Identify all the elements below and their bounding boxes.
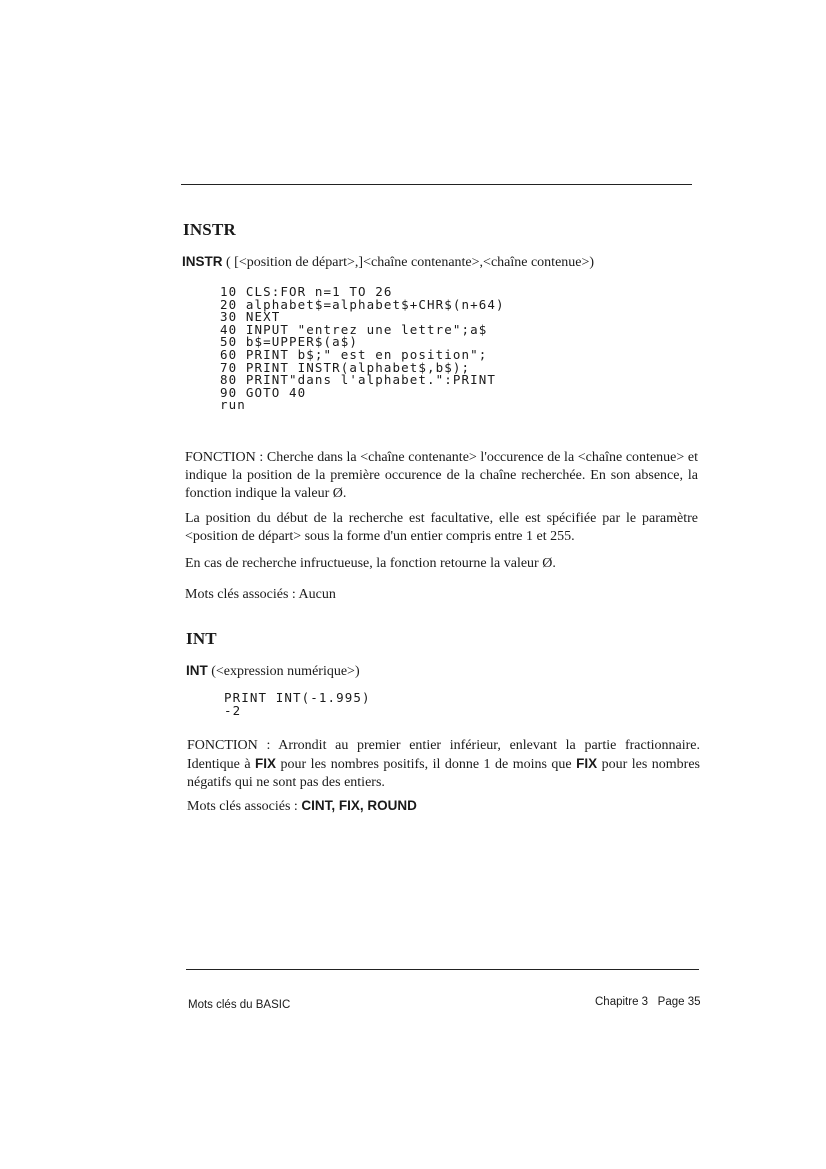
int-keywords-label: Mots clés associés : bbox=[187, 799, 302, 814]
int-heading: INT bbox=[186, 629, 217, 648]
code-line: 50 b$=UPPER$(a$) bbox=[220, 334, 359, 350]
footer-right: Chapitre 3 Page 35 bbox=[595, 996, 701, 1008]
code-line: 30 NEXT bbox=[220, 309, 281, 325]
code-line: 80 PRINT"dans l'alphabet.":PRINT bbox=[220, 372, 497, 388]
int-fonction-kw-fix-2: FIX bbox=[576, 756, 598, 771]
code-line: 60 PRINT b$;" est en position"; bbox=[220, 346, 488, 362]
int-fonction-suffix: pour les nombres négatifs qui ne sont pas des entiers. bbox=[187, 757, 700, 790]
instr-fonction-paragraph: FONCTION : Cherche dans la <chaîne contenante> l'occurence de la <chaîne contenue> et indique la position de la première occurence de la chaîne recherchée. En son absence, la fonction indique la valeur Ø. bbox=[185, 450, 698, 501]
code-line: -2 bbox=[224, 702, 242, 718]
code-line: 90 GOTO 40 bbox=[220, 384, 307, 400]
int-fonction-kw-fix: FIX bbox=[255, 756, 277, 771]
int-code-listing bbox=[224, 692, 371, 717]
instr-position-paragraph: La position du début de la recherche est facultative, elle est spécifiée par le paramètre <position de départ> sous la forme d'un entier compris entre 1 et 255. bbox=[185, 511, 698, 544]
code-line: 40 INPUT "entrez une lettre";a$ bbox=[220, 321, 488, 337]
int-keywords-list: CINT, FIX, ROUND bbox=[301, 798, 417, 813]
code-line: 70 PRINT INSTR(alphabet$,b$); bbox=[220, 359, 471, 375]
code-line: 20 alphabet$=alphabet$+CHR$(n+64) bbox=[220, 296, 505, 312]
int-syntax-keyword: INT bbox=[186, 663, 208, 678]
instr-code-listing bbox=[220, 286, 505, 412]
instr-syntax-args: ( [<position de départ>,]<chaîne contenante>,<chaîne contenue>) bbox=[222, 255, 595, 270]
code-line: run bbox=[220, 397, 246, 413]
int-fonction-paragraph bbox=[187, 737, 700, 792]
int-fonction-prefix: FONCTION : Arrondit au premier entier inférieur, enlevant la partie fractionnaire. Identique à bbox=[187, 738, 700, 772]
int-keywords bbox=[187, 797, 700, 816]
int-syntax-args: (<expression numérique>) bbox=[207, 664, 360, 679]
instr-syntax bbox=[182, 254, 594, 271]
instr-syntax-keyword: INSTR bbox=[182, 254, 223, 269]
instr-failure-paragraph: En cas de recherche infructueuse, la fonction retourne la valeur Ø. bbox=[185, 556, 556, 571]
instr-keywords: Mots clés associés : Aucun bbox=[185, 587, 336, 602]
int-syntax bbox=[186, 663, 360, 680]
int-fonction-mid: pour les nombres positifs, il donne 1 de moins que bbox=[276, 757, 577, 772]
top-rule bbox=[181, 184, 692, 185]
code-line: PRINT INT(-1.995) bbox=[224, 690, 371, 705]
code-line: 10 CLS:FOR n=1 TO 26 bbox=[220, 284, 393, 299]
instr-heading: INSTR bbox=[183, 220, 236, 239]
bottom-rule bbox=[186, 969, 699, 970]
footer-left: Mots clés du BASIC bbox=[188, 999, 291, 1011]
